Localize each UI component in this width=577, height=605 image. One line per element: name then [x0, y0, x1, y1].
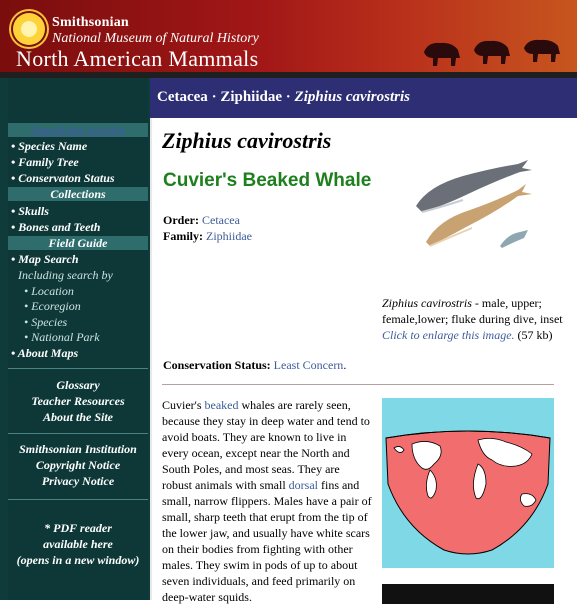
collections-heading: Collections — [8, 187, 148, 201]
skull-image[interactable] — [382, 584, 554, 604]
page-title: Ziphius cavirostris — [162, 128, 332, 153]
conservation-row: Conservation Status: Least Concern. — [163, 358, 347, 372]
sidebar-item-species-name[interactable]: • Species Name — [11, 139, 88, 153]
museum-name: National Museum of Natural History — [52, 31, 259, 46]
enlarge-image-link[interactable]: Click to enlarge this image. — [382, 328, 515, 342]
beaked-glossary-link[interactable]: beaked — [204, 398, 239, 412]
family-label: Family: — [163, 229, 203, 243]
muskox-silhouettes-icon — [420, 36, 570, 70]
caption-text: - male, upper; female,lower; fluke during dive, inset — [382, 296, 563, 326]
institution-links — [8, 441, 148, 489]
breadcrumb-order[interactable]: Cetacea — [157, 89, 208, 105]
pdf-reader-note[interactable]: * PDF reader available here (opens in a new window) — [16, 521, 140, 567]
sidebar-sub-location[interactable]: • Location — [24, 284, 74, 298]
family-link[interactable]: Ziphiidae — [206, 229, 252, 243]
breadcrumb-separator: · — [211, 89, 217, 105]
family-row — [163, 229, 252, 244]
copyright-notice-link[interactable]: Copyright Notice — [35, 458, 121, 472]
sidebar-item-skulls[interactable]: • Skulls — [11, 204, 49, 218]
smithsonian-sun-logo-icon[interactable] — [13, 13, 45, 45]
sidebar-sub-national-park[interactable]: • National Park — [24, 330, 100, 344]
order-link[interactable]: Cetacea — [201, 213, 240, 227]
main-content — [150, 118, 577, 604]
sidebar-item-conservation-status[interactable]: • Conservaton Status — [11, 171, 115, 185]
sidebar — [0, 78, 152, 600]
range-map-image[interactable] — [382, 398, 554, 568]
teacher-resources-link[interactable]: Teacher Resources — [31, 394, 125, 408]
sidebar-sub-ecoregion[interactable]: • Ecoregion — [24, 299, 81, 313]
dorsal-glossary-link[interactable]: dorsal — [288, 478, 318, 492]
breadcrumb-separator: · — [285, 89, 291, 105]
resource-links — [8, 377, 148, 425]
search-archive-link[interactable]: Search the Archive — [8, 123, 148, 137]
caption-species: Ziphius cavirostris — [382, 296, 472, 310]
glossary-link[interactable]: Glossary — [56, 378, 100, 392]
sidebar-item-about-maps[interactable]: • About Maps — [11, 346, 79, 360]
smithsonian-institution-link[interactable]: Smithsonian Institution — [19, 442, 137, 456]
common-name-heading: Cuvier's Beaked Whale — [163, 170, 372, 191]
sidebar-item-bones-teeth[interactable]: • Bones and Teeth — [11, 220, 101, 234]
section-divider — [162, 384, 554, 385]
order-row — [163, 213, 240, 228]
whale-illustration-image[interactable] — [408, 158, 538, 258]
sidebar-item-map-search[interactable]: • Map Search — [11, 252, 79, 266]
including-search-label: Including search by — [18, 268, 113, 282]
about-site-link[interactable]: About the Site — [42, 410, 113, 424]
sidebar-item-family-tree[interactable]: • Family Tree — [11, 155, 79, 169]
caption-size: (57 kb) — [514, 328, 553, 342]
order-label: Order: — [163, 213, 199, 227]
breadcrumb-family[interactable]: Ziphiidae — [220, 89, 283, 105]
breadcrumb — [150, 78, 577, 118]
privacy-notice-link[interactable]: Privacy Notice — [41, 474, 115, 488]
species-description: Cuvier's beaked whales are rarely seen, because they stay in deep water and tend to avoid boats. They are known to live in every ocean, except near the North and South Poles, and most seas. They are robust animals with small dorsal fins and small, narrow flippers. Males have a pair of small, sharp teeth that erupt from the tip of the lower jaw, and usually have white scars on their bodies from fighting with other males. They swim in pods of up to about seven individuals, and feed primarily on deep-water squids. — [162, 398, 372, 604]
breadcrumb-species: Ziphius cavirostris — [294, 89, 410, 105]
field-guide-heading: Field Guide — [8, 236, 148, 250]
conservation-status-link[interactable]: Least Concern — [273, 358, 344, 372]
image-caption — [382, 295, 568, 343]
sidebar-sub-species[interactable]: • Species — [24, 315, 68, 329]
site-banner — [0, 0, 577, 78]
org-name: Smithsonian — [52, 15, 129, 30]
conservation-label: Conservation Status: — [163, 358, 271, 372]
site-title[interactable]: North American Mammals — [16, 46, 259, 71]
